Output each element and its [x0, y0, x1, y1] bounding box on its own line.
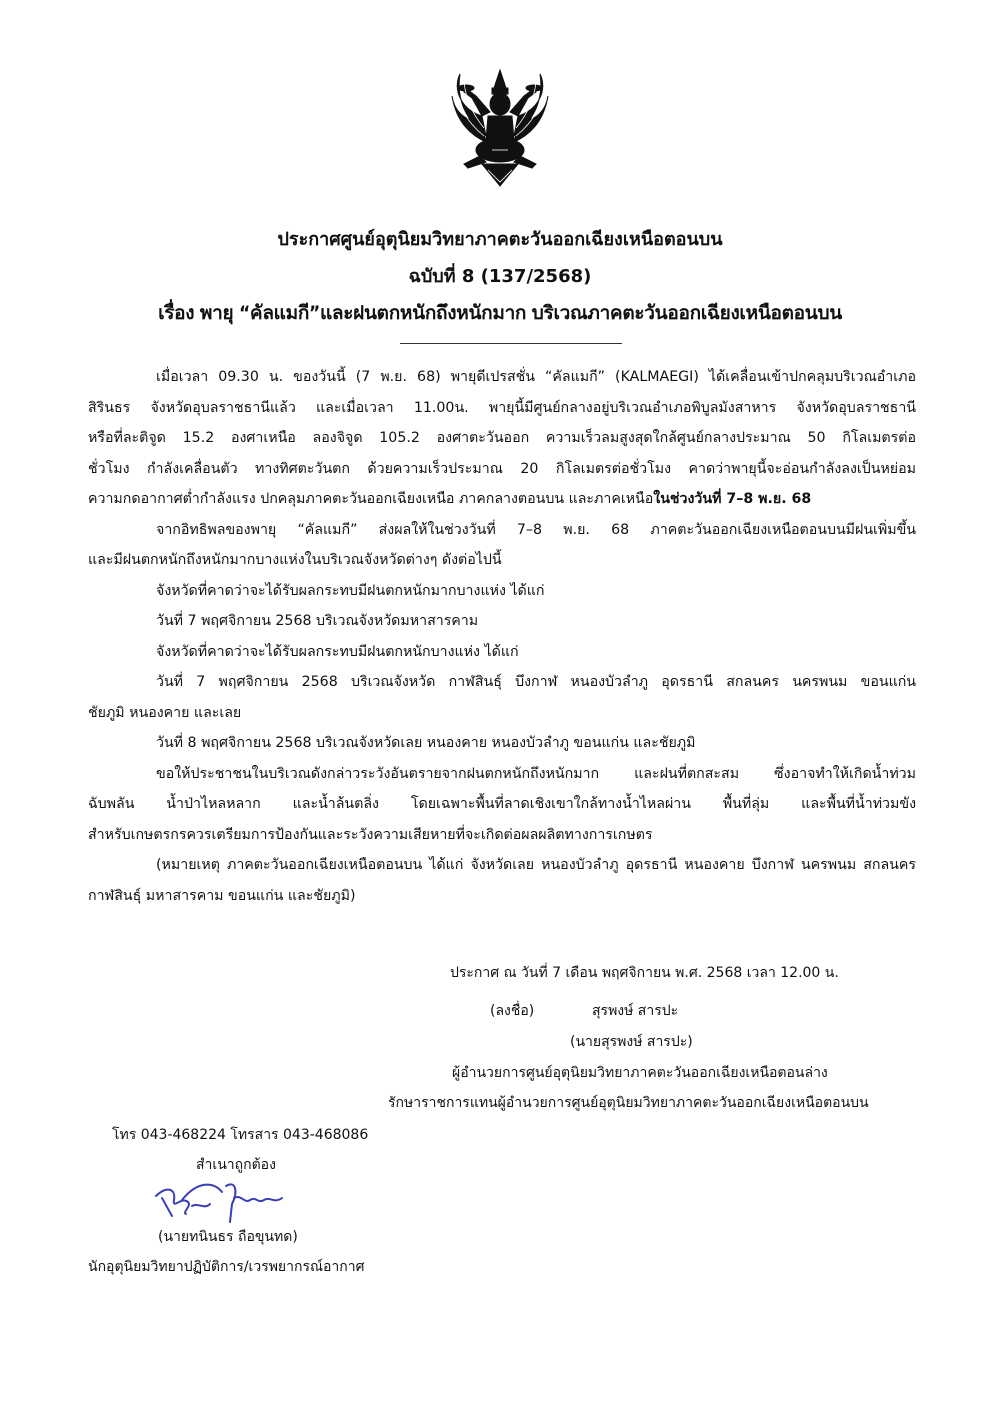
signer-name: สุรพงษ์ สารปะ [592, 1003, 679, 1019]
signer-acting-position: รักษาราชการแทนผู้อำนวยการศูนย์อุตุนิยมวิทยาภาคตะวันออกเฉียงเหนือตอนบน [388, 1095, 869, 1111]
paragraph-line: ชั่วโมง กำลังเคลื่อนตัว ทางทิศตะวันตก ด้วยความเร็วประมาณ 20 กิโลเมตรต่อชั่วโมง คาดว่าพายุนี้จะอ่อนกำลังลงเป็นหย่อม [88, 460, 916, 477]
document-title: ประกาศศูนย์อุตุนิยมวิทยาภาคตะวันออกเฉียงเหนือตอนบน [277, 229, 723, 250]
title-divider [400, 343, 622, 344]
heavy-rain-day7-cont: ชัยภูมิ หนองคาย และเลย [88, 704, 242, 721]
paragraph-text: ความกดอากาศต่ำกำลังแรง ปกคลุมภาคตะวันออกเฉียงเหนือ ภาคกลางตอนบน และภาคเหนือ [88, 491, 654, 507]
heavy-rain-label: จังหวัดที่คาดว่าจะได้รับผลกระทบมีฝนตกหนักบางแห่ง ได้แก่ [156, 643, 519, 660]
signer-position: ผู้อำนวยการศูนย์อุตุนิยมวิทยาภาคตะวันออกเฉียงเหนือตอนล่าง [452, 1065, 828, 1081]
warning-line: ขอให้ประชาชนในบริเวณดังกล่าวระวังอันตรายจากฝนตกหนักถึงหนักมาก และฝนที่ตกสะสม ซึ่งอาจทำให้เกิดน้ำท่วม [156, 765, 916, 782]
paragraph-line: สิรินธร จังหวัดอุบลราชธานีแล้ว และเมื่อเวลา 11.00น. พายุนี้มีศูนย์กลางอยู่บริเวณอำเภอพิบูลมังสาหาร จังหวัดอุบลราชธานี [88, 399, 916, 416]
heavy-rain-day8: วันที่ 8 พฤศจิกายน 2568 บริเวณจังหวัดเลย หนองคาย หนองบัวลำภู ขอนแก่น และชัยภูมิ [156, 735, 696, 751]
signed-label: (ลงชื่อ) [490, 1003, 535, 1019]
paragraph-line: จากอิทธิพลของพายุ “คัลแมกี” ส่งผลให้ในช่วงวันที่ 7–8 พ.ย. 68 ภาคตะวันออกเฉียงเหนือตอนบนมีฝนเพิ่มขึ้น [156, 521, 916, 538]
heavy-rain-day7: วันที่ 7 พฤศจิกายน 2568 บริเวณจังหวัด กาฬสินธุ์ บึงกาฬ หนองบัวลำภู อุดรธานี สกลนคร นครพนม ขอนแก่น [156, 674, 916, 690]
signature-icon [152, 1176, 292, 1226]
document-body [88, 362, 916, 911]
note-line: กาฬสินธุ์ มหาสารคาม ขอนแก่น และชัยภูมิ) [88, 887, 356, 904]
warning-line: สำหรับเกษตรกรควรเตรียมการป้องกันและระวังความเสียหายที่จะเกิดต่อผลผลิตทางการเกษตร [88, 826, 653, 843]
paragraph-line: เมื่อเวลา 09.30 น. ของวันนี้ (7 พ.ย. 68) พายุดีเปรสชั่น “คัลแมกี” (KALMAEGI) ได้เคลื่อนเข้าปกคลุมบริเวณอำเภอ [156, 369, 916, 385]
note-line: (หมายเหตุ ภาคตะวันออกเฉียงเหนือตอนบน ได้แก่ จังหวัดเลย หนองบัวลำภู อุดรธานี หนองคาย บึงกาฬ นครพนม สกลนคร [156, 857, 916, 873]
document-subject: เรื่อง พายุ “คัลแมกี”และฝนตกหนักถึงหนักมาก บริเวณภาคตะวันออกเฉียงเหนือตอนบน [158, 302, 842, 324]
warning-line: ฉับพลัน น้ำป่าไหลหลาก และน้ำล้นตลิ่ง โดยเฉพาะพื้นที่ลาดเชิงเขาใกล้ทางน้ำไหลผ่าน พื้นที่ลุ่ม และพื้นที่น้ำท่วมขัง [88, 796, 916, 812]
paragraph-line: หรือที่ละติจูด 15.2 องศาเหนือ ลองจิจูด 105.2 องศาตะวันออก ความเร็วลมสูงสุดใกล้ศูนย์กลางประมาณ 50 กิโลเมตรต่อ [88, 430, 916, 446]
issue-number: ฉบับที่ 8 (137/2568) [408, 266, 592, 287]
very-heavy-rain-label: จังหวัดที่คาดว่าจะได้รับผลกระทบมีฝนตกหนักมากบางแห่ง ได้แก่ [156, 582, 545, 599]
announcement-date: ประกาศ ณ วันที่ 7 เดือน พฤศจิกายน พ.ศ. 2568 เวลา 12.00 น. [450, 965, 839, 981]
paragraph-line: และมีฝนตกหนักถึงหนักมากบางแห่งในบริเวณจังหวัดต่างๆ ดังต่อไปนี้ [88, 552, 502, 568]
certifier-position: นักอุตุนิยมวิทยาปฏิบัติการ/เวรพยากรณ์อากาศ [88, 1259, 365, 1275]
signer-full-name: (นายสุรพงษ์ สารปะ) [570, 1034, 693, 1050]
paragraph-line [88, 484, 916, 515]
very-heavy-rain-day7: วันที่ 7 พฤศจิกายน 2568 บริเวณจังหวัดมหาสารคาม [156, 613, 479, 629]
contact-phone: โทร 043-468224 โทรสาร 043-468086 [112, 1127, 369, 1143]
forecast-period-highlight: ในช่วงวันที่ 7–8 พ.ย. 68 [653, 491, 812, 507]
certified-copy-label: สำเนาถูกต้อง [196, 1157, 276, 1173]
certifier-name: (นายทนินธร ถือขุนทด) [158, 1229, 298, 1245]
garuda-emblem-icon [442, 60, 558, 190]
